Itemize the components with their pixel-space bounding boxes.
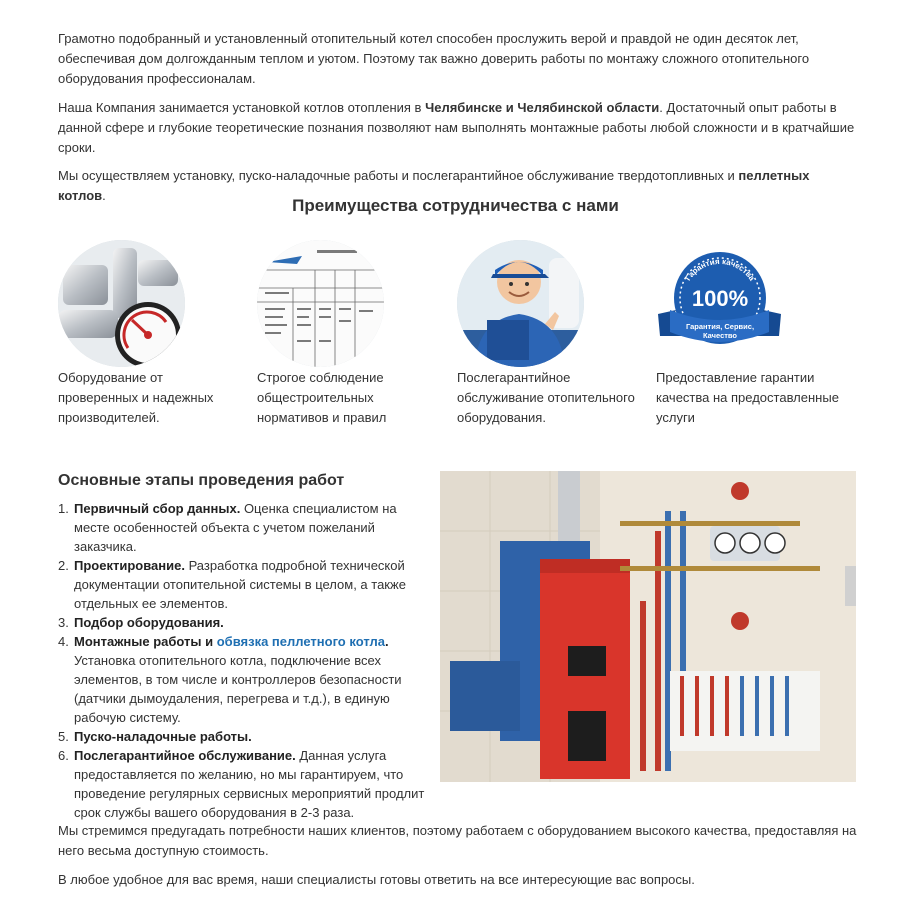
step-number: 2. <box>58 558 69 573</box>
step-title: Проектирование. <box>74 558 185 573</box>
intro-text: Наша Компания занимается установкой котлов отопления в <box>58 100 426 115</box>
steps-list <box>58 499 428 822</box>
badge-ribbon-line2: Качество <box>702 331 738 340</box>
step-title: Подбор оборудования. <box>74 615 224 630</box>
steps-heading: Основные этапы проведения работ <box>58 472 345 489</box>
regulations-document-image <box>257 240 384 367</box>
step-number: 4. <box>58 634 69 649</box>
step-number: 6. <box>58 748 69 763</box>
advantage-item-equipment <box>58 240 243 425</box>
step-number: 5. <box>58 729 69 744</box>
list-item <box>58 632 428 727</box>
advantage-item-regulations <box>257 240 442 425</box>
advantage-label: Строгое соблюдение общестроительных нормативов и правил <box>257 370 387 425</box>
advantage-label: Послегарантийное обслуживание отопительного оборудования. <box>457 370 635 425</box>
step-title: Первичный сбор данных. <box>74 501 241 516</box>
step-title-end: . <box>385 634 389 649</box>
step-title: Послегарантийное обслуживание. <box>74 748 296 763</box>
list-item <box>58 746 428 822</box>
intro-text: Мы осуществляем установку, пуско-наладочные работы и послегарантийное обслуживание твердотопливных и <box>58 168 739 183</box>
step-title: Монтажные работы и <box>74 634 217 649</box>
step-number: 1. <box>58 501 69 516</box>
advantages-heading: Преимущества сотрудничества с нами <box>292 196 619 215</box>
intro-paragraph-2 <box>58 98 858 158</box>
outro-paragraph-2: В любое удобное для вас время, наши специалисты готовы ответить на все интересующие вас вопросы. <box>58 872 695 887</box>
badge-ribbon-line1: Гарантия, Сервис, <box>685 322 755 331</box>
step-text: Данная услуга предоставляется по желанию, но мы гарантируем, что проведение регулярных сервисных мероприятий продлит срок службы вашего оборудования в 2-3 раза. <box>74 748 425 820</box>
manometer-valve-image <box>58 240 185 367</box>
list-item <box>58 727 428 746</box>
step-title: Пуско-наладочные работы. <box>74 729 252 744</box>
badge-arc-text: Гарантия качества <box>683 256 757 283</box>
advantage-item-guarantee <box>656 240 841 425</box>
pellet-boiler-piping-link[interactable]: обвязка пеллетного котла <box>216 634 385 649</box>
list-item <box>58 556 428 613</box>
advantage-label: Предоставление гарантии качества на предоставленные услуги <box>656 370 839 425</box>
step-text: Разработка подробной технической документации отопительной системы в целом, а также отдельных ее элементов. <box>74 558 406 611</box>
step-text: Установка отопительного котла, подключение всех элементов, в том числе и контроллеров безопасности (датчики дымоудаления, перегрева и т.д.), в единую рабочую систему. <box>74 653 402 725</box>
outro-paragraph-1: Мы стремимся предугадать потребности наших клиентов, поэтому работаем с оборудованием высокого качества, предоставляя на него весьма доступную стоимость. <box>58 823 857 858</box>
badge-percent: 100% <box>691 286 749 311</box>
intro-paragraph-1: Грамотно подобранный и установленный отопительный котел способен прослужить верой и правдой не один десяток лет, обеспечивая дом долгожданным теплом и уютом. Поэтому так важно доверить работы по монтажу сложного отопительного оборудования профессионалам. <box>58 31 810 86</box>
intro-text: . <box>102 188 106 203</box>
intro-text: . Достаточный опыт работы в данной сфере и глубокие теоретические познания позволяют нам выполнять монтажные работы любой сложности и в кратчайшие сроки. <box>58 100 855 155</box>
quality-guarantee-badge <box>656 240 783 367</box>
region-highlight: Челябинске и Челябинской области <box>425 100 660 115</box>
list-item <box>58 613 428 632</box>
pellet-highlight: пеллетных котлов <box>58 168 810 203</box>
step-number: 3. <box>58 615 69 630</box>
list-item <box>58 499 428 556</box>
boiler-room-photo <box>440 471 856 782</box>
advantage-label: Оборудование от проверенных и надежных производителей. <box>58 370 214 425</box>
advantage-item-service <box>457 240 642 425</box>
step-text: Оценка специалистом на месте особенностей объекта с учетом пожеланий заказчика. <box>74 501 397 554</box>
service-technician-image <box>457 240 584 367</box>
